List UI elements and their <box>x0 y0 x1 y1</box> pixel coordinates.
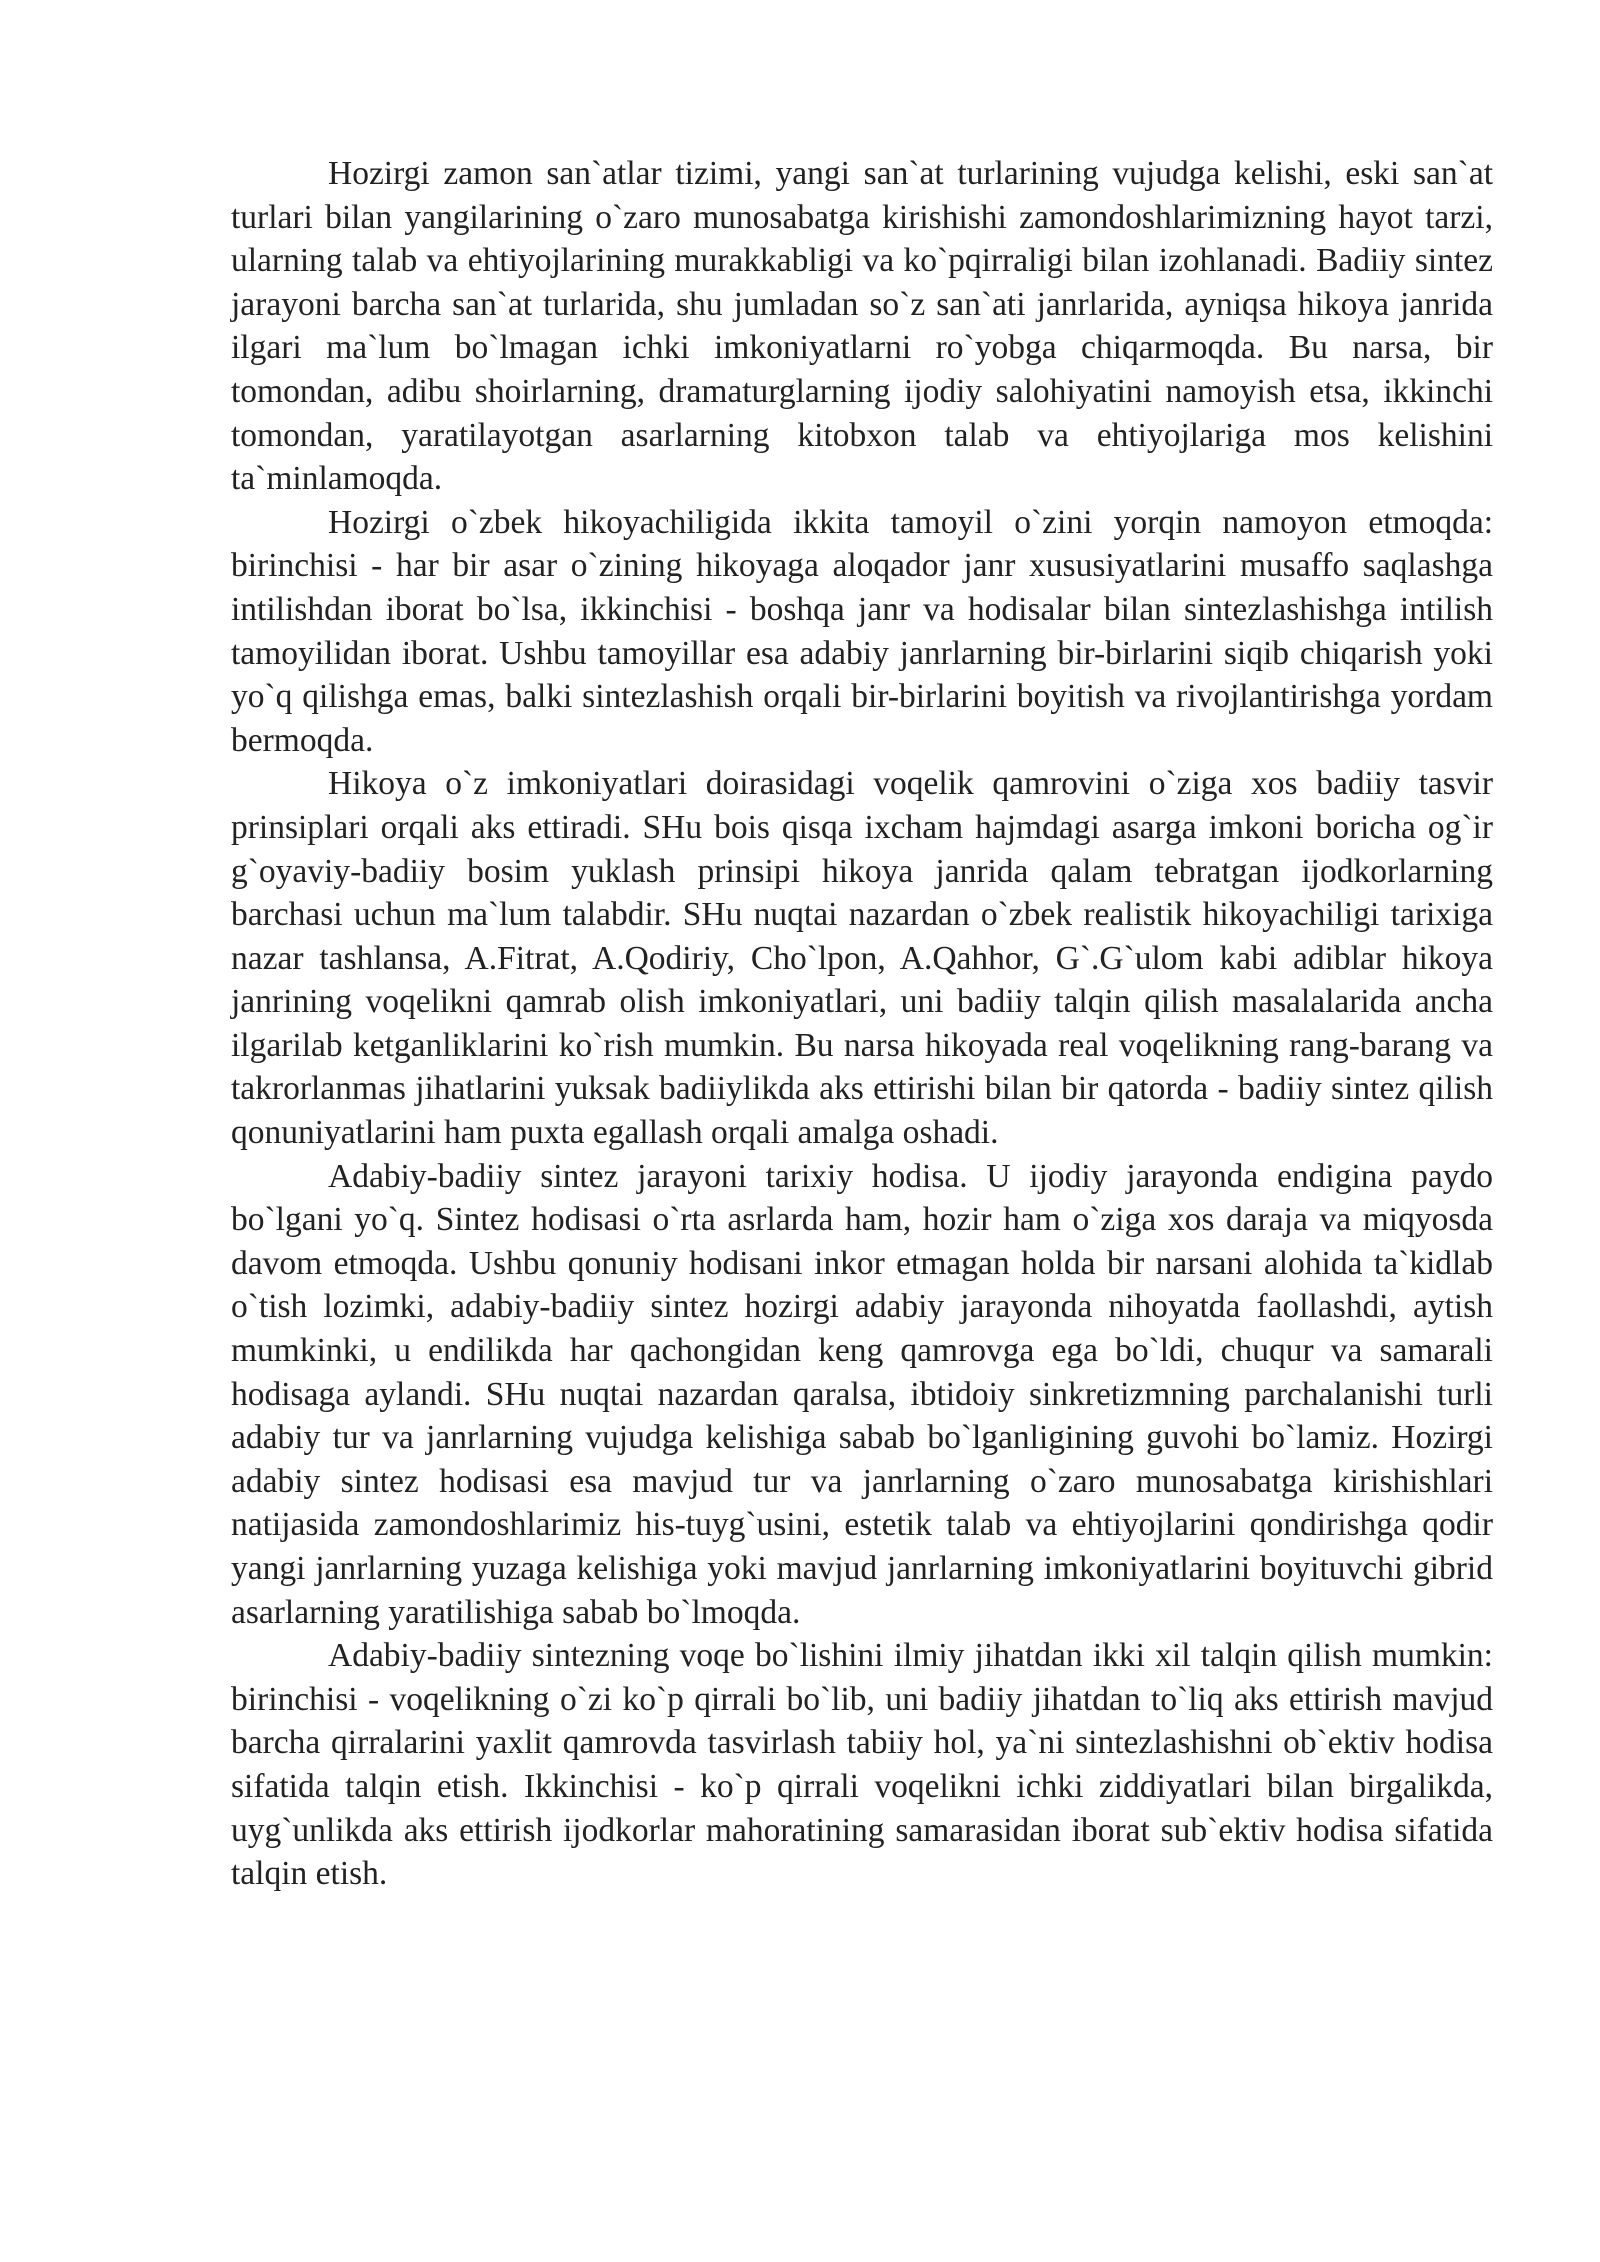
paragraph-5: Adabiy-badiiy sintezning voqe bo`lishini ilmiy jihatdan ikki xil talqin qilish mumkin: birinchisi - voqelikning o`zi ko`p qirrali bo`lib, uni badiiy jihatdan to`liq aks ettirish mavjud barcha qirralarini yaxlit qamrovda tasvirlash tabiiy hol, ya`ni sintezlashishni ob`ektiv hodisa sifatida talqin etish. Ikkinchisi - ko`p qirrali voqelikni ichki ziddiyatlari bilan birgalikda, uyg`unlikda aks ettirish ijodkorlar mahoratining samarasidan iborat sub`ektiv hodisa sifatida talqin etish. <box>231 1637 1493 1893</box>
paragraph-1: Hozirgi zamon san`atlar tizimi, yangi san`at turlarining vujudga kelishi, eski san`at turlari bilan yangilarining o`zaro munosabatga kirishishi zamondoshlarimizning hayot tarzi, ularning talab va ehtiyojlarining murakkabligi va ko`pqirraligi bilan izohlanadi. Badiiy sintez jarayoni barcha san`at turlarida, shu jumladan so`z san`ati janrlarida, ayniqsa hikoya janrida ilgari ma`lum bo`lmagan ichki imkoniyatlarni ro`yobga chiqarmoqda. Bu narsa, bir tomondan, adibu shoirlarning, dramaturglarning ijodiy salohiyatini namoyish etsa, ikkinchi tomondan, yaratilayotgan asarlarning kitobxon talab va ehtiyojlariga mos kelishini ta`minlamoqda. <box>231 155 1493 498</box>
document-page <box>231 152 1493 1896</box>
paragraph-2: Hozirgi o`zbek hikoyachiligida ikkita tamoyil o`zini yorqin namoyon etmoqda: birinchisi - har bir asar o`zining hikoyaga aloqador janr xususiyatlarini musaffo saqlashga intilishdan iborat bo`lsa, ikkinchisi - boshqa janr va hodisalar bilan sintezlashishga intilish tamoyilidan iborat. Ushbu tamoyillar esa adabiy janrlarning bir-birlarini siqib chiqarish yoki yo`q qilishga emas, balki sintezlashish orqali bir-birlarini boyitish va rivojlantirishga yordam bermoqda. <box>231 503 1493 759</box>
paragraph-4: Adabiy-badiiy sintez jarayoni tarixiy hodisa. U ijodiy jarayonda endigina paydo bo`lgani yo`q. Sintez hodisasi o`rta asrlarda ham, hozir ham o`ziga xos daraja va miqyosda davom etmoqda. Ushbu qonuniy hodisani inkor etmagan holda bir narsani alohida ta`kidlab o`tish lozimki, adabiy-badiiy sintez hozirgi adabiy jarayonda nihoyatda faollashdi, aytish mumkinki, u endilikda har qachongidan keng qamrovga ega bo`ldi, chuqur va samarali hodisaga aylandi. SHu nuqtai nazardan qaralsa, ibtidoiy sinkretizmning parchalanishi turli adabiy tur va janrlarning vujudga kelishiga sabab bo`lganligining guvohi bo`lamiz. Hozirgi adabiy sintez hodisasi esa mavjud tur va janrlarning o`zaro munosabatga kirishishlari natijasida zamondoshlarimiz his-tuyg`usini, estetik talab va ehtiyojlarini qondirishga qodir yangi janrlarning yuzaga kelishiga yoki mavjud janrlarning imkoniyatlarini boyituvchi gibrid asarlarning yaratilishiga sabab bo`lmoqda. <box>231 1157 1493 1631</box>
paragraph-3: Hikoya o`z imkoniyatlari doirasidagi voqelik qamrovini o`ziga xos badiiy tasvir prinsiplari orqali aks ettiradi. SHu bois qisqa ixcham hajmdagi asarga imkoni boricha og`ir g`oyaviy-badiiy bosim yuklash prinsipi hikoya janrida qalam tebratgan ijodkorlarning barchasi uchun ma`lum talabdir. SHu nuqtai nazardan o`zbek realistik hikoyachiligi tarixiga nazar tashlansa, A.Fitrat, A.Qodiriy, Cho`lpon, A.Qahhor, G`.G`ulom kabi adiblar hikoya janrining voqelikni qamrab olish imkoniyatlari, uni badiiy talqin qilish masalalarida ancha ilgarilab ketganliklarini ko`rish mumkin. Bu narsa hikoyada real voqelikning rang-barang va takrorlanmas jihatlarini yuksak badiiylikda aks ettirishi bilan bir qatorda - badiiy sintez qilish qonuniyatlarini ham puxta egallash orqali amalga oshadi. <box>231 765 1493 1152</box>
